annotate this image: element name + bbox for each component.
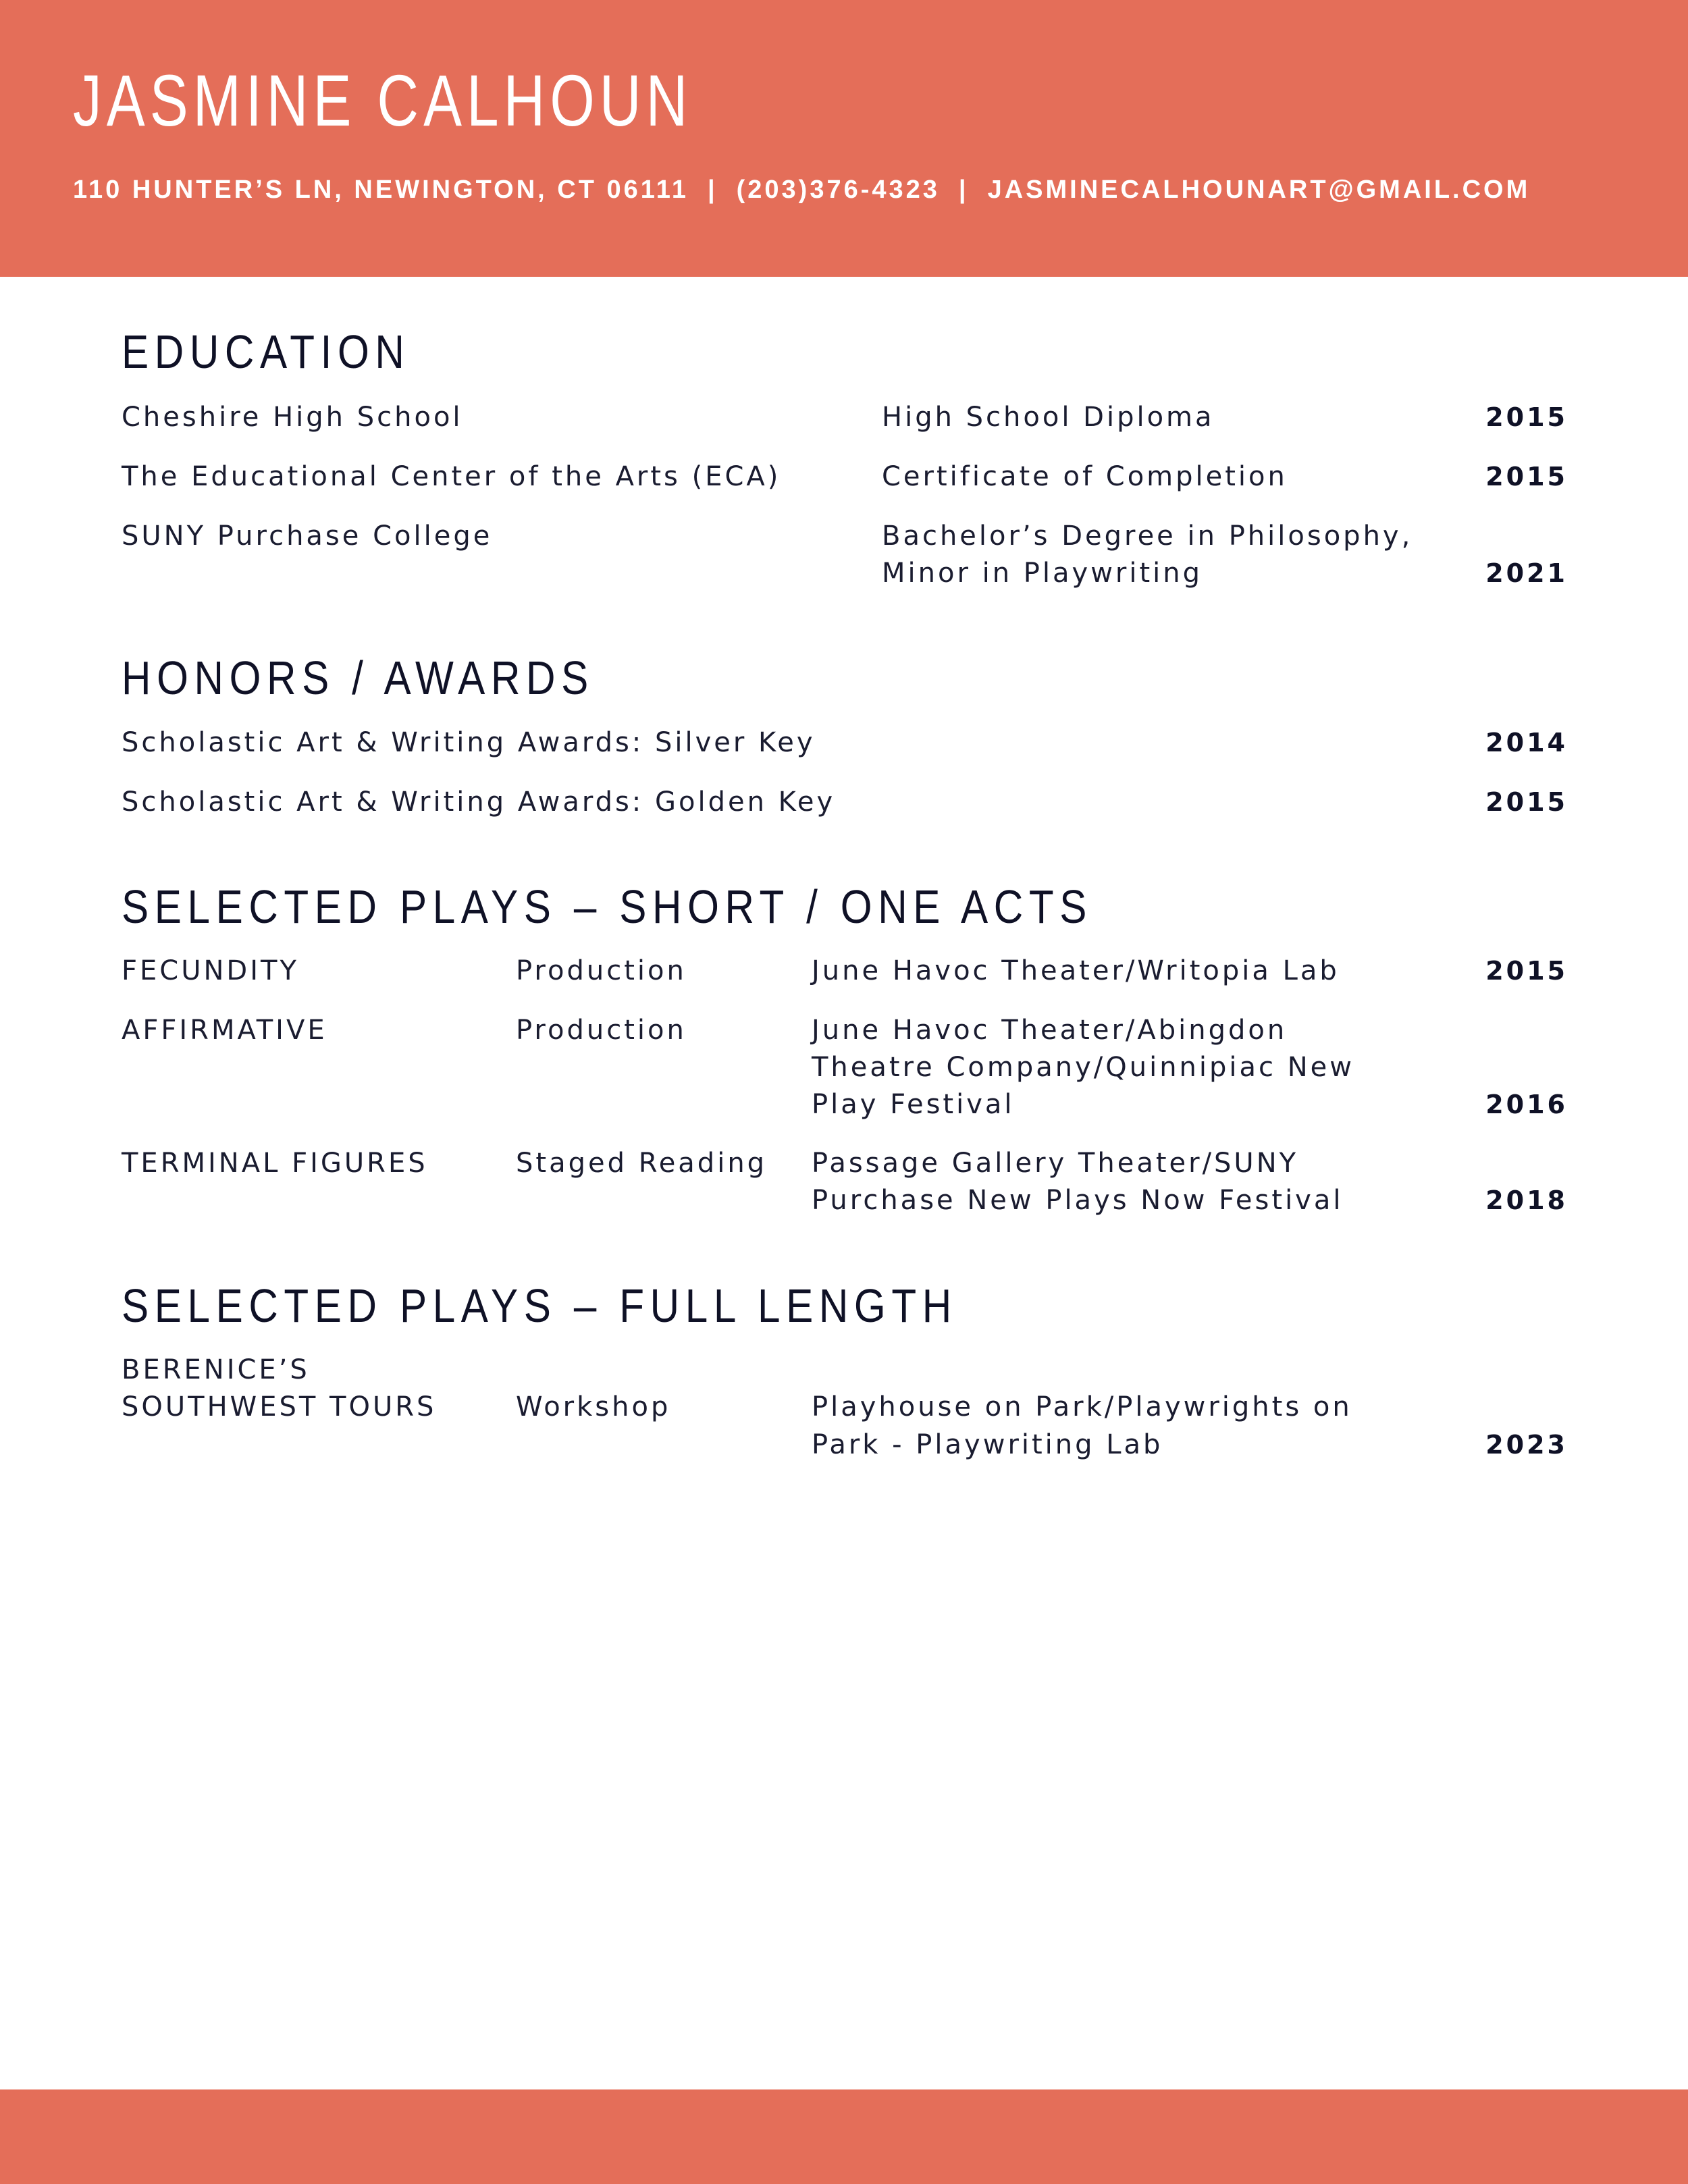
footer-band xyxy=(0,2089,1688,2184)
play-year: 2018 xyxy=(1485,1186,1568,1215)
play-title: FECUNDITY xyxy=(122,955,299,986)
play-venue: Theatre Company/Quinnipiac New xyxy=(812,1052,1354,1083)
play-title: BERENICE’S xyxy=(122,1354,310,1385)
play-venue: June Havoc Theater/Abingdon xyxy=(812,1015,1288,1046)
award-name: Scholastic Art & Writing Awards: Silver Key xyxy=(122,727,816,758)
education-year: 2015 xyxy=(1485,402,1568,432)
award-name: Scholastic Art & Writing Awards: Golden Key xyxy=(122,787,836,818)
play-year: 2023 xyxy=(1485,1430,1568,1460)
play-year: 2015 xyxy=(1485,956,1568,986)
education-heading: EDUCATION xyxy=(122,325,411,378)
education-school: SUNY Purchase College xyxy=(122,521,493,552)
contact-separator: | xyxy=(958,176,969,204)
play-type: Production xyxy=(516,1015,687,1046)
play-venue: Play Festival xyxy=(812,1089,1015,1120)
play-venue: Purchase New Plays Now Festival xyxy=(812,1185,1344,1216)
education-year: 2015 xyxy=(1485,462,1568,491)
play-venue: June Havoc Theater/Writopia Lab xyxy=(812,955,1340,986)
education-credential: Certificate of Completion xyxy=(882,461,1288,492)
play-title: AFFIRMATIVE xyxy=(122,1015,327,1046)
contact-address: 110 HUNTER’S LN, NEWINGTON, CT 06111 xyxy=(73,176,689,204)
contact-separator: | xyxy=(707,176,718,204)
education-school: Cheshire High School xyxy=(122,402,463,433)
play-title: TERMINAL FIGURES xyxy=(122,1148,428,1179)
award-year: 2014 xyxy=(1485,728,1568,757)
education-credential: Minor in Playwriting xyxy=(882,558,1203,589)
play-venue: Passage Gallery Theater/SUNY xyxy=(812,1148,1299,1179)
award-year: 2015 xyxy=(1485,787,1568,817)
play-venue: Playhouse on Park/Playwrights on xyxy=(812,1391,1352,1422)
resume-name: JASMINE CALHOUN xyxy=(73,59,693,141)
full-plays-heading: SELECTED PLAYS – FULL LENGTH xyxy=(122,1279,957,1332)
contact-phone: (203)376-4323 xyxy=(736,176,940,204)
play-type: Staged Reading xyxy=(516,1148,768,1179)
honors-heading: HONORS / AWARDS xyxy=(122,651,594,704)
play-title: SOUTHWEST TOURS xyxy=(122,1391,437,1422)
education-school: The Educational Center of the Arts (ECA) xyxy=(122,461,781,492)
contact-email: JASMINECALHOUNART@GMAIL.COM xyxy=(987,176,1531,204)
short-plays-heading: SELECTED PLAYS – SHORT / ONE ACTS xyxy=(122,880,1093,933)
play-venue: Park - Playwriting Lab xyxy=(812,1429,1163,1460)
contact-line xyxy=(73,177,1530,203)
education-credential: High School Diploma xyxy=(882,402,1215,433)
play-type: Workshop xyxy=(516,1391,671,1422)
play-year: 2016 xyxy=(1485,1090,1568,1119)
play-type: Production xyxy=(516,955,687,986)
education-year: 2021 xyxy=(1485,558,1568,588)
education-credential: Bachelor’s Degree in Philosophy, xyxy=(882,521,1413,552)
